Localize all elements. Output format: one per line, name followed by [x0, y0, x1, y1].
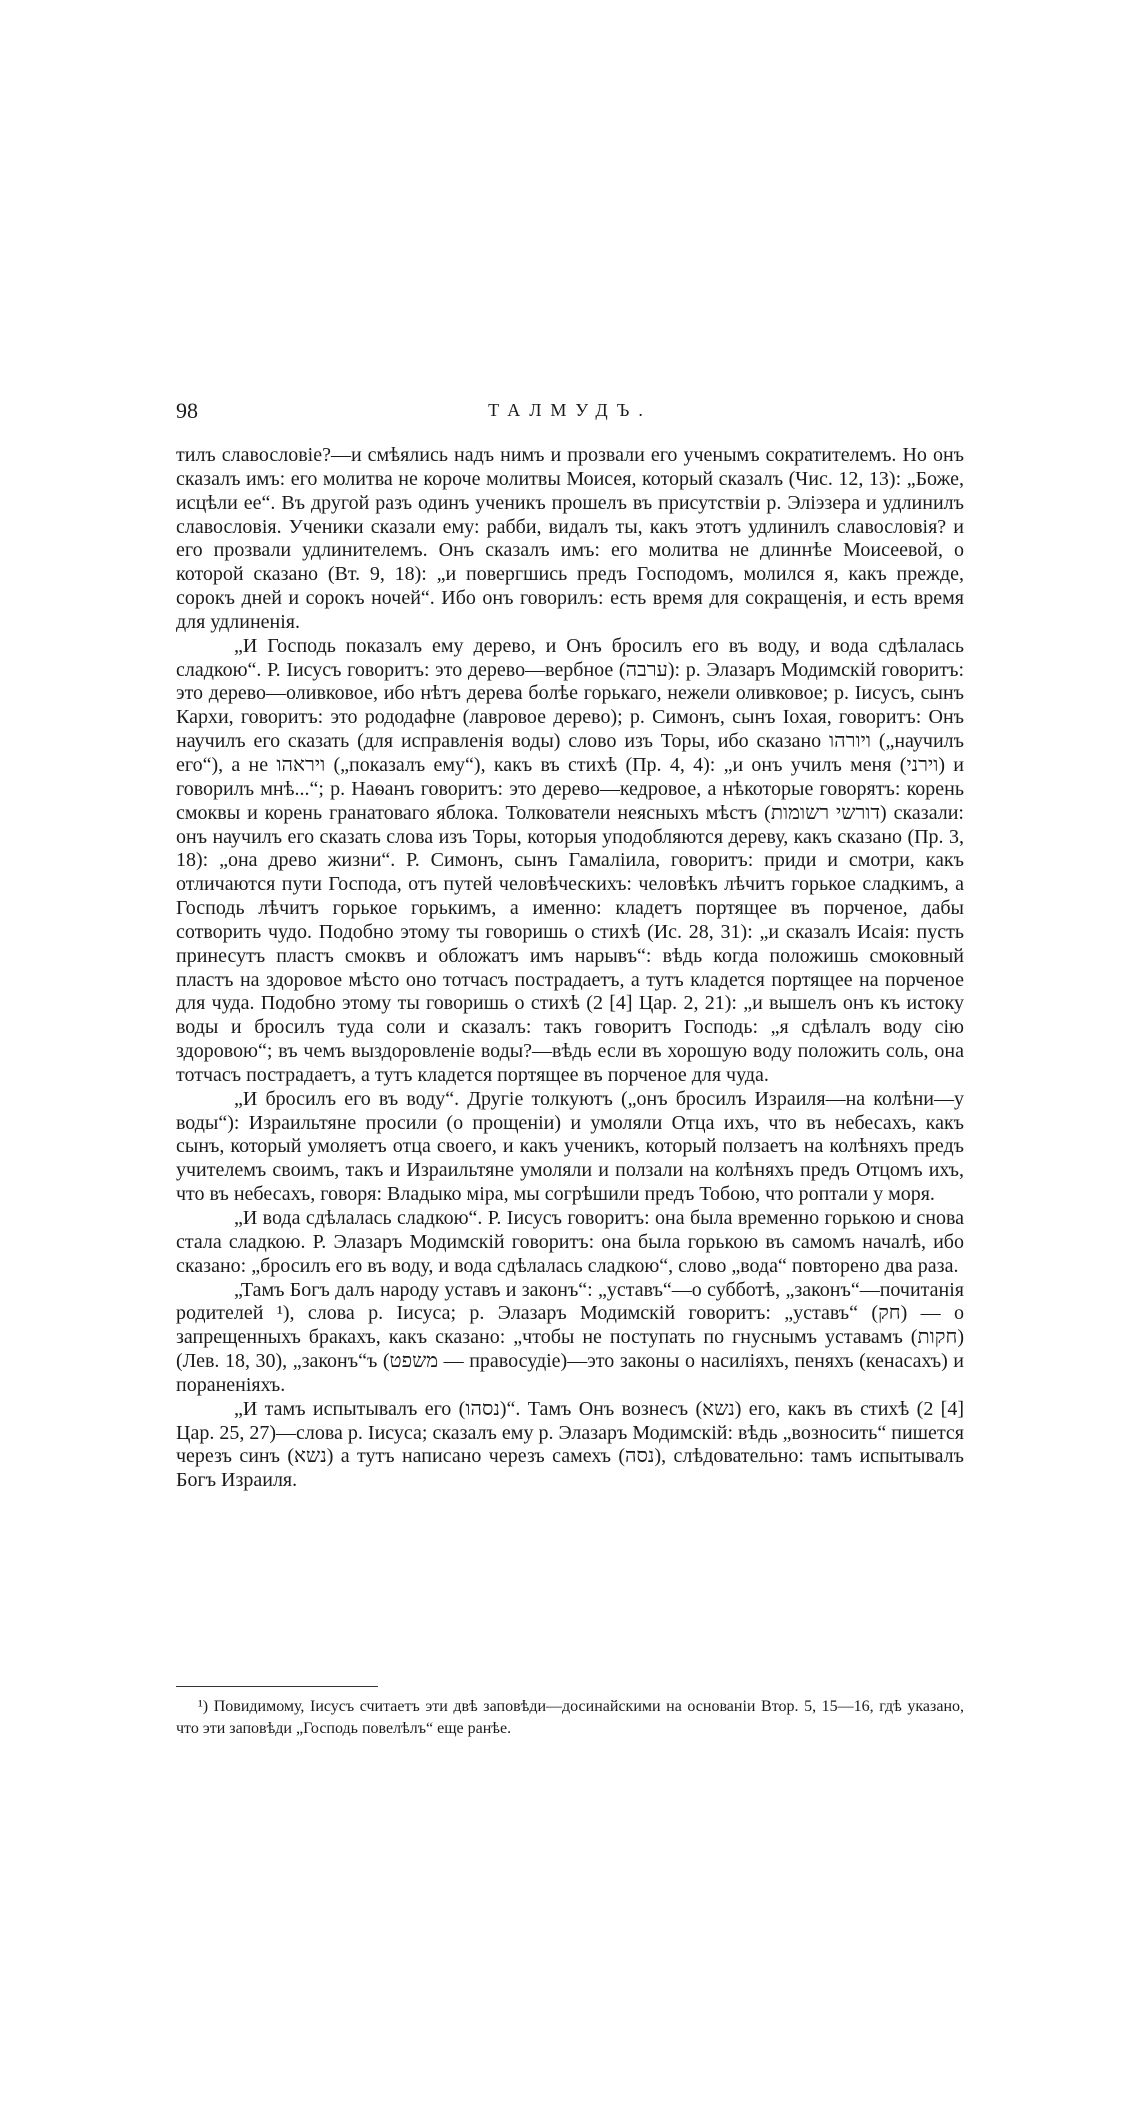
paragraph: тилъ славословіе?—и смѣялись надъ нимъ и прозвали его ученымъ сократителемъ. Но онъ сказалъ имъ: его молитва не короче молитвы Моисея, который сказалъ (Чис. 12, 13): „Боже, исцѣли ее“. Въ другой разъ одинъ ученикъ прошелъ въ присутствіи р. Эліэзера и удлинилъ славословія. Ученики сказали ему: рабби, видалъ ты, какъ этотъ удлинилъ славословія? и его прозвали удлинителемъ. Онъ сказалъ имъ: его молитва не длиннѣе Моисеевой, о которой сказано (Вт. 9, 18): „и повергшись предъ Господомъ, молился я, какъ прежде, сорокъ дней и сорокъ ночей“. Ибо онъ говорилъ: есть время для сокращенія, и есть время для удлиненія. — [176, 444, 964, 633]
paragraph: „И Господь показалъ ему дерево, и Онъ бросилъ его въ воду, и вода сдѣлалась сладкою“. Р. Іисусъ говоритъ: это дерево—вербное (ערבה): р. Элазаръ Модимскій говоритъ: это дерево—оливковое, ибо нѣтъ дерева болѣе горькаго, нежели оливковое; р. Іисусъ, сынъ Кархи, говоритъ: это рододафне (лавровое дерево); р. Симонъ, сынъ Іохая, говоритъ: Онъ научилъ его сказать (для исправленія воды) слово изъ Торы, ибо сказано ויורהו („научилъ его“), а не ויראהו („показалъ ему“), какъ въ стихѣ (Пр. 4, 4): „и онъ училъ меня (וירני) и говорилъ мнѣ...“; р. Наѳанъ говоритъ: это дерево—кедровое, а нѣкоторые говорятъ: корень смоквы и корень гранатоваго яблока. Толкователи неясныхъ мѣстъ (דורשי רשומות) сказали: онъ научилъ его сказать слова изъ Торы, которыя уподобляются дереву, какъ сказано (Пр. 3, 18): „она древо жизни“. Р. Симонъ, сынъ Гамаліила, говоритъ: приди и смотри, какъ отличаются пути Господа, отъ путей человѣческихъ: человѣкъ лѣчитъ горькое сладкимъ, а Господь лѣчитъ горькое горькимъ, а именно: кладетъ портящее въ порченое, дабы сотворить чудо. Подобно этому ты говоришь о стихѣ (Ис. 28, 31): „и сказалъ Исаія: пусть принесутъ пластъ смоквъ и обложатъ имъ нарывъ“: вѣдь когда положишь смоковный пластъ на здоровое мѣсто оно тотчасъ пострадаетъ, а тутъ кладется портящее на порченое для чуда. Подобно этому ты говоришь о стихѣ (2 [4] Цар. 2, 21): „и вышелъ онъ къ истоку воды и бросилъ туда соли и сказалъ: такъ говоритъ Господь: „я сдѣлалъ воду сію здоровою“; въ чемъ выздоровленіе воды?—вѣдь если въ хорошую воду положить соль, она тотчасъ пострадаетъ, а тутъ кладется портящее въ порченое для чуда. — [176, 634, 965, 1086]
footnote — [176, 1696, 964, 1740]
footnote-text: Повидимому, Іисусъ считаетъ эти двѣ заповѣди—досинайскими на основаніи Втор. 5, 15—16, гдѣ указано, что эти заповѣди „Господь повелѣлъ“ еще ранѣе. — [176, 1698, 965, 1737]
footnote-marker: ¹) — [198, 1698, 209, 1715]
paragraph: „Тамъ Богъ далъ народу уставъ и законъ“: „уставъ“—о субботѣ, „законъ“—почитанія родителей ¹), слова р. Іисуса; р. Элазаръ Модимскій говоритъ: „уставъ“ (חק) — о запрещенныхъ бракахъ, какъ сказано: „чтобы не поступать по гнуснымъ уставамъ (חקות) (Лев. 18, 30), „законъ“ъ (משפט — правосудіе)—это законы о насиліяхъ, пеняхъ (кенасахъ) и пораненіяхъ. — [176, 1278, 965, 1396]
running-title: ТАЛМУДЪ. — [488, 400, 652, 420]
paragraph: „И бросилъ его въ воду“. Другіе толкуютъ („онъ бросилъ Израиля—на колѣни—у воды“): Израильтяне просили (о прощеніи) и умоляли Отца ихъ, что въ небесахъ, какъ сынъ, который умоляетъ отца своего, и какъ ученикъ, который ползаетъ на колѣняхъ предъ учителемъ своимъ, такъ и Израильтяне умоляли и ползали на колѣняхъ предъ Отцомъ ихъ, что въ небесахъ, говоря: Владыко міра, мы согрѣшили предъ Тобою, что роптали у моря. — [176, 1087, 964, 1206]
page-header — [176, 398, 964, 426]
main-text — [176, 444, 964, 1493]
page-number: 98 — [176, 398, 198, 423]
footnote-divider — [176, 1686, 378, 1687]
paragraph: „И вода сдѣлалась сладкою“. Р. Іисусъ говоритъ: она была временно горькою и снова стала сладкою. Р. Элазаръ Модимскій говоритъ: она была горькою въ самомъ началѣ, ибо сказано: „бросилъ его въ воду, и вода сдѣлалась сладкою“, слово „вода“ повторено два раза. — [176, 1207, 964, 1277]
paragraph: „И тамъ испытывалъ его (נסהו)“. Тамъ Онъ вознесъ (נשא) его, какъ въ стихѣ (2 [4] Цар. 25, 27)—слова р. Іисуса; сказалъ ему р. Элазаръ Модимскій: вѣдь „возносить“ пишется черезъ синъ (נשא) а тутъ написано черезъ самехъ (נסה), слѣдовательно: тамъ испытывалъ Богъ Израиля. — [176, 1397, 965, 1492]
